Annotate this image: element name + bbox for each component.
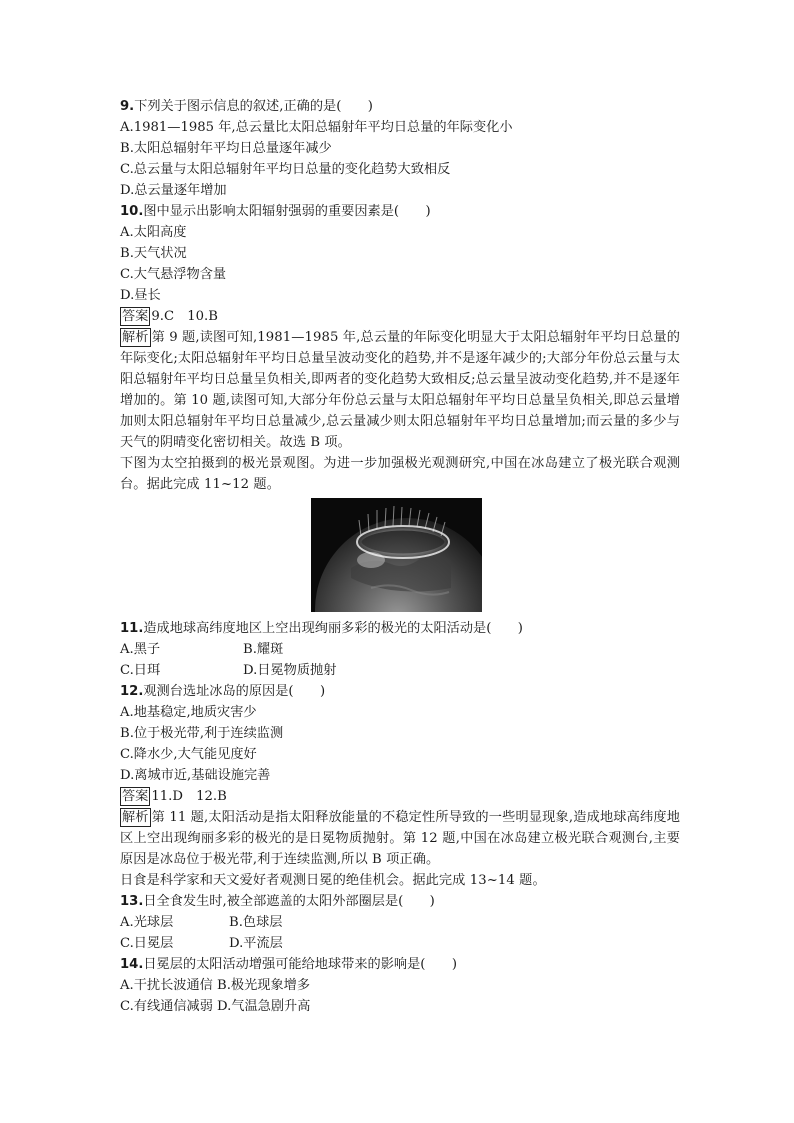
question-9-option-b: B.太阳总辐射年平均日总量逐年减少	[120, 141, 332, 156]
question-11-stem: 11.造成地球高纬度地区上空出现绚丽多彩的极光的太阳活动是( )	[120, 621, 523, 636]
question-11-options-row-2	[120, 660, 680, 681]
question-9-option-d: D.总云量逐年增加	[120, 183, 227, 198]
question-13-option-d: D.平流层	[229, 936, 283, 951]
answer-tag: 答案	[122, 789, 149, 804]
question-12-option-b: B.位于极光带,利于连续监测	[120, 726, 284, 741]
question-12-option-c: C.降水少,大气能见度好	[120, 747, 257, 762]
intro-13-14: 日食是科学家和天文爱好者观测日冕的绝佳机会。据此完成 13~14 题。	[120, 873, 546, 888]
document-page	[120, 96, 680, 1017]
analysis-tag: 解析	[122, 330, 149, 345]
analysis-11-12: 解析 第 11 题,太阳活动是指太阳释放能量的不稳定性所导致的一些明显现象,造成地球高纬度地区上空出现绚丽多彩的极光的是日冕物质抛射。第 12 题,中国在冰岛建立极光联合观测台,主要原因是冰岛位于极光带,利于连续监测,所以 B 项正确。	[120, 810, 680, 867]
question-9-stem: 9.下列关于图示信息的叙述,正确的是( )	[120, 99, 373, 114]
question-14-option-a: A.干扰长波通信	[120, 978, 213, 993]
question-14-option-b: B.极光现象增多	[217, 978, 311, 993]
question-10-option-c: C.大气悬浮物含量	[120, 267, 227, 282]
answer-9-10: 答案 9.C 10.B	[122, 309, 218, 324]
question-11-option-d: D.日冕物质抛射	[243, 663, 337, 678]
analysis-tag: 解析	[122, 810, 149, 825]
question-11-option-c: C.日珥	[120, 663, 161, 678]
question-14-options-row-2	[120, 996, 680, 1017]
question-12-option-a: A.地基稳定,地质灾害少	[120, 705, 257, 720]
question-10-option-d: D.昼长	[120, 288, 161, 303]
intro-11-12: 下图为太空拍摄到的极光景观图。为进一步加强极光观测研究,中国在冰岛建立了极光联合观测台。据此完成 11~12 题。	[120, 456, 680, 492]
question-12-option-d: D.离城市近,基础设施完善	[120, 768, 271, 783]
question-11-options-row-1	[120, 639, 680, 660]
question-13-option-b: B.色球层	[229, 915, 283, 930]
question-14-option-c: C.有线通信减弱	[120, 999, 213, 1014]
question-13-options-row-2	[120, 933, 680, 954]
question-10-option-b: B.天气状况	[120, 246, 187, 261]
question-9-option-a: A.1981—1985 年,总云量比太阳总辐射年平均日总量的年际变化小	[120, 120, 513, 135]
question-14-option-d: D.气温急剧升高	[217, 999, 311, 1014]
question-13-options-row-1	[120, 912, 680, 933]
question-14-stem: 14.日冕层的太阳活动增强可能给地球带来的影响是( )	[120, 957, 457, 972]
question-10-option-a: A.太阳高度	[120, 225, 187, 240]
question-11-option-a: A.黑子	[120, 642, 161, 657]
analysis-9-10: 解析 第 9 题,读图可知,1981—1985 年,总云量的年际变化明显大于太阳总辐射年平均日总量的年际变化;太阳总辐射年平均日总量呈波动变化的趋势,并不是逐年减少的;大部分年份总云量与太阳总辐射年平均日总量呈负相关,即两者的变化趋势大致相反;总云量呈波动变化趋势,并不是逐年增加的。第 10 题,读图可知,大部分年份总云量与太阳总辐射年平均日总量呈负相关,即总云量增加则太阳总辐射年平均日总量减少,总云量减少则太阳总辐射年平均日总量增加;而云量的多少与天气的阴晴变化密切相关。故选 B 项。	[120, 330, 680, 450]
answer-tag: 答案	[122, 309, 149, 324]
aurora-photo	[311, 498, 482, 612]
question-14-options-row-1	[120, 975, 680, 996]
question-11-option-b: B.耀斑	[243, 642, 284, 657]
answer-11-12: 答案 11.D 12.B	[122, 789, 227, 804]
question-13-option-c: C.日冕层	[120, 936, 174, 951]
question-13-option-a: A.光球层	[120, 915, 174, 930]
question-9-option-c: C.总云量与太阳总辐射年平均日总量的变化趋势大致相反	[120, 162, 451, 177]
question-10-stem: 10.图中显示出影响太阳辐射强弱的重要因素是( )	[120, 204, 431, 219]
question-13-stem: 13.日全食发生时,被全部遮盖的太阳外部圈层是( )	[120, 894, 435, 909]
question-12-stem: 12.观测台选址冰岛的原因是( )	[120, 684, 326, 699]
